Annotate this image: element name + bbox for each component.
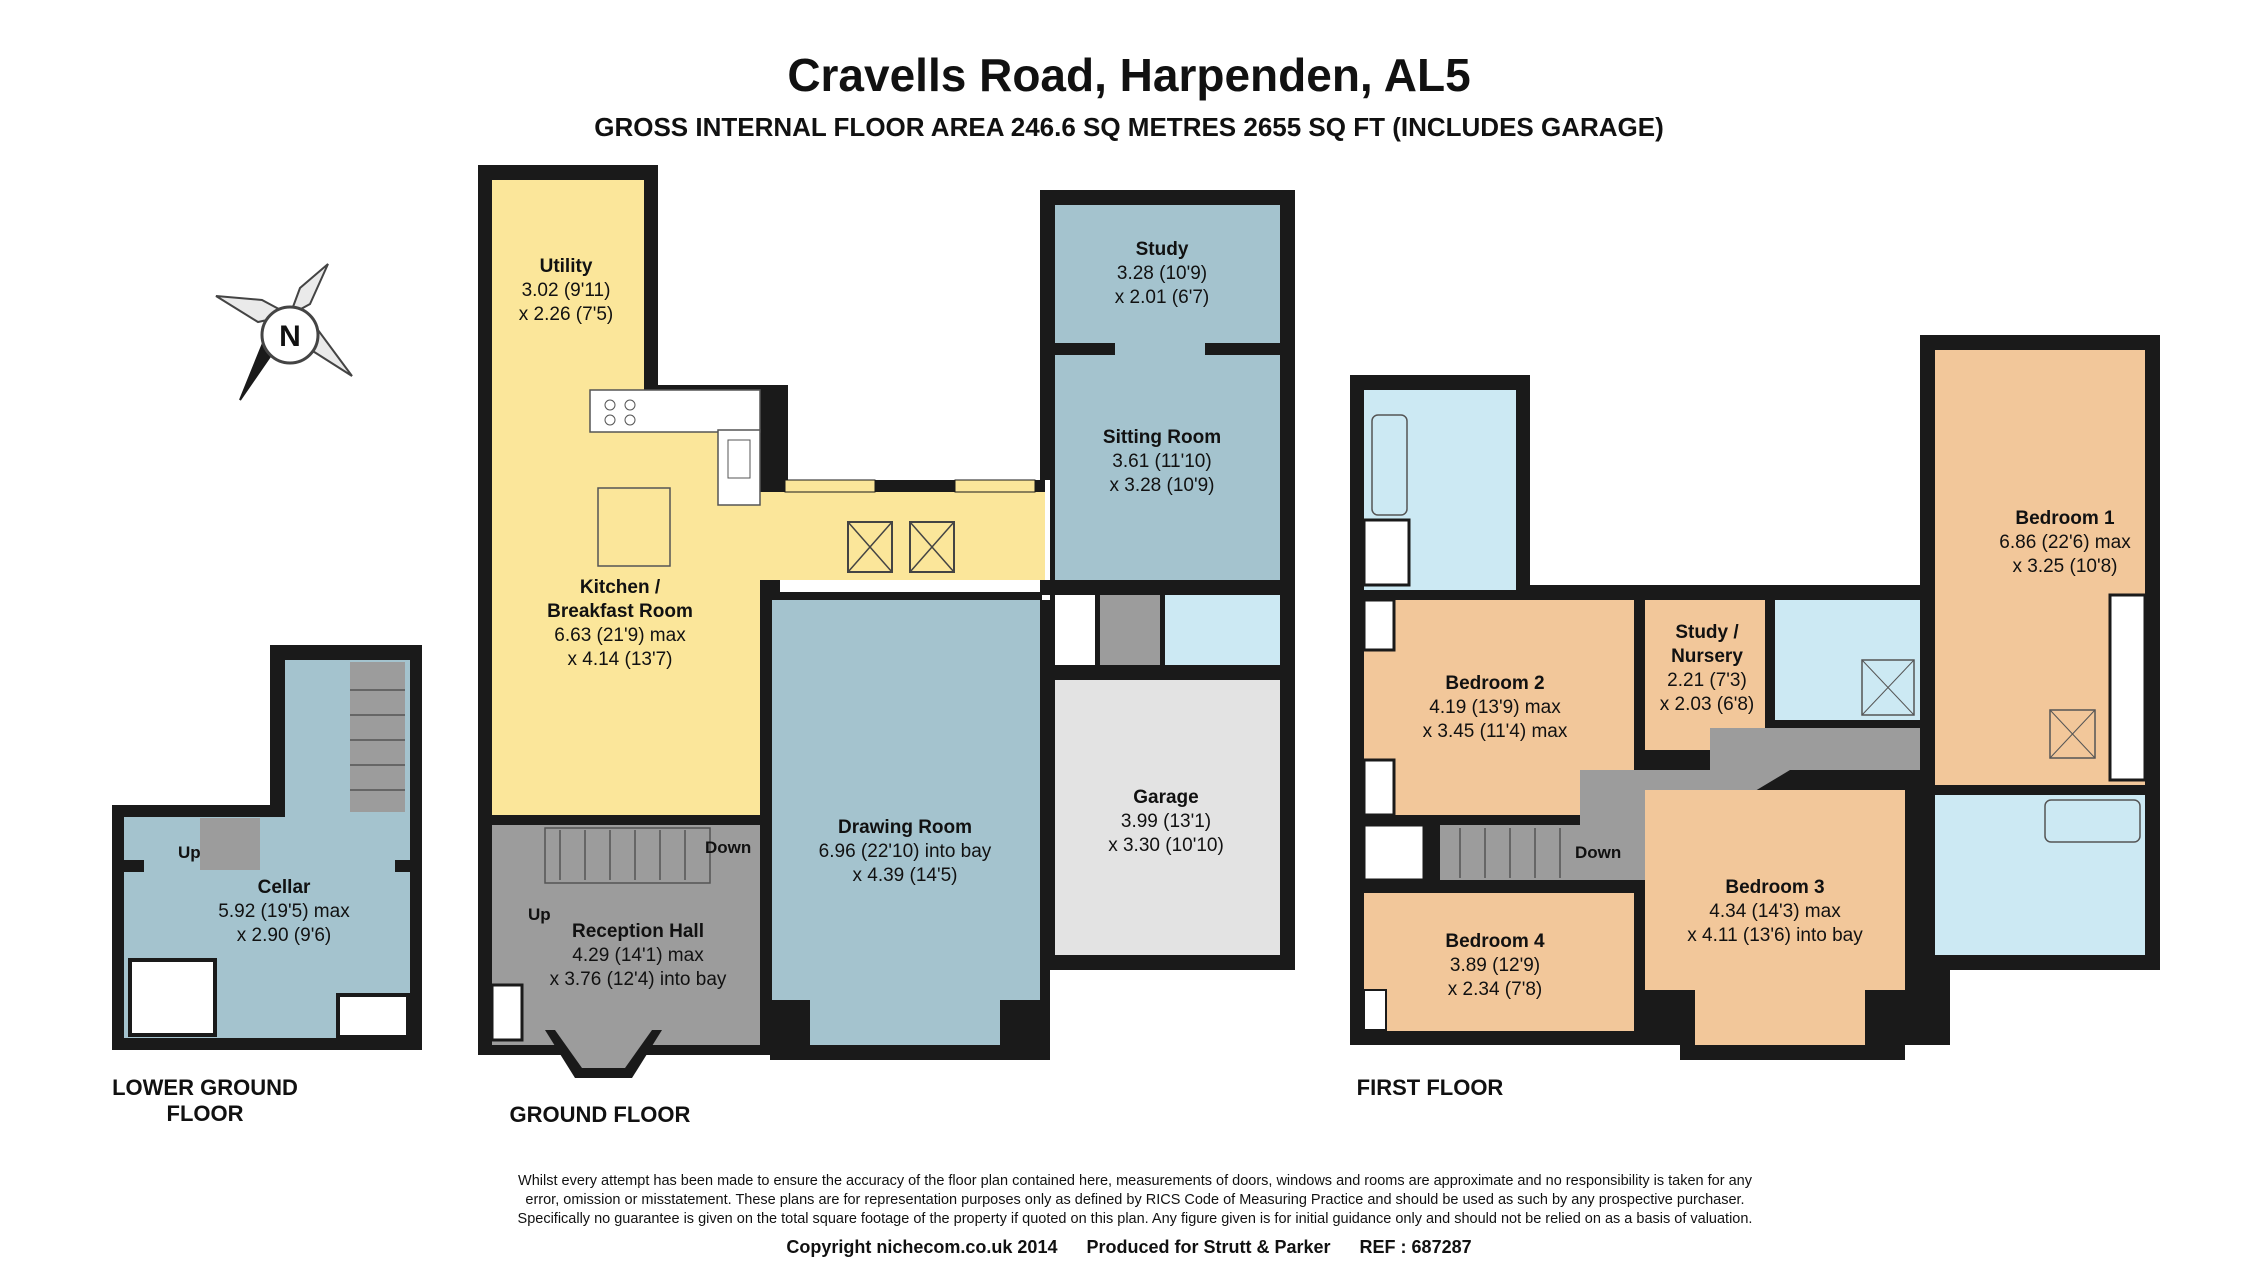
- study-nursery-dim1: 2.21 (7'3): [1667, 670, 1747, 691]
- disclaimer-line-3: Specifically no guarantee is given on the total square footage of the property if quoted on this plan. Any figure given is for initial guidance only and should not be relied on as a basis of valuation.: [517, 1211, 1753, 1227]
- utility-dim1: 3.02 (9'11): [521, 280, 611, 301]
- page-title: Cravells Road, Harpenden, AL5: [787, 49, 1471, 101]
- bedroom3-dim2: x 4.11 (13'6) into bay: [1687, 925, 1863, 946]
- ground-stairs-down: Down: [705, 838, 752, 857]
- cellar-stairs-up: Up: [178, 843, 201, 862]
- produced-for: Produced for Strutt & Parker: [1086, 1237, 1331, 1257]
- study-nursery-name-2: Nursery: [1671, 646, 1743, 667]
- first-floor-label: FIRST FLOOR: [1356, 1075, 1504, 1100]
- garage-name: Garage: [1133, 787, 1199, 808]
- bedroom4-name: Bedroom 4: [1445, 931, 1545, 952]
- bedroom2-name: Bedroom 2: [1445, 673, 1545, 694]
- bedroom4-dim2: x 2.34 (7'8): [1447, 979, 1543, 1000]
- ground-stairs-up: Up: [528, 905, 551, 924]
- cellar-dim1: 5.92 (19'5) max: [218, 901, 350, 922]
- study-nursery-dim2: x 2.03 (6'8): [1659, 694, 1755, 715]
- cellar-name: Cellar: [257, 877, 311, 898]
- first-stairs-down: Down: [1575, 843, 1622, 862]
- disclaimer-line-1: Whilst every attempt has been made to ensure the accuracy of the floor plan contained here, measurements of doors, windows and rooms are approximate and no responsibility is taken for any: [518, 1173, 1752, 1189]
- floor-area-subtitle: GROSS INTERNAL FLOOR AREA 246.6 SQ METRES 2655 SQ FT (INCLUDES GARAGE): [594, 112, 1664, 142]
- disclaimer-line-2: error, omission or misstatement. These plans are for representation purposes only as defined by RICS Code of Measuring Practice and should be used as such by any prospective purchaser.: [525, 1192, 1745, 1208]
- drawing-room-dim1: 6.96 (22'10) into bay: [818, 841, 992, 862]
- bedroom3-name: Bedroom 3: [1725, 877, 1825, 898]
- sitting-room-dim1: 3.61 (11'10): [1112, 451, 1212, 472]
- reception-hall-dim1: 4.29 (14'1) max: [572, 945, 704, 966]
- study-dim2: x 2.01 (6'7): [1114, 287, 1210, 308]
- lower-ground-floor-plan: [112, 645, 422, 1050]
- bedroom4-dim1: 3.89 (12'9): [1449, 955, 1541, 976]
- ground-floor-plan: [478, 165, 1295, 1078]
- copyright: Copyright nichecom.co.uk 2014: [786, 1237, 1058, 1257]
- study-dim1: 3.28 (10'9): [1116, 263, 1208, 284]
- ground-floor-label: GROUND FLOOR: [509, 1102, 691, 1127]
- bedroom2-dim1: 4.19 (13'9) max: [1429, 697, 1561, 718]
- bedroom3-dim1: 4.34 (14'3) max: [1709, 901, 1841, 922]
- garage-dim2: x 3.30 (10'10): [1108, 835, 1224, 856]
- bedroom1-dim1: 6.86 (22'6) max: [1999, 532, 2131, 553]
- reception-hall-dim2: x 3.76 (12'4) into bay: [549, 969, 727, 990]
- sitting-room-name: Sitting Room: [1102, 427, 1222, 448]
- kitchen-name-1: Kitchen /: [579, 577, 661, 598]
- kitchen-name-2: Breakfast Room: [547, 601, 693, 622]
- copyright-line: [0, 1237, 2258, 1258]
- compass-letter: N: [279, 320, 301, 353]
- reference: REF : 687287: [1359, 1237, 1472, 1257]
- bedroom2-dim2: x 3.45 (11'4) max: [1422, 721, 1568, 742]
- study-name: Study: [1135, 239, 1189, 260]
- cellar-dim2: x 2.90 (9'6): [236, 925, 332, 946]
- utility-name: Utility: [539, 256, 593, 277]
- disclaimer: [440, 1172, 1830, 1229]
- kitchen-dim1: 6.63 (21'9) max: [554, 625, 686, 646]
- drawing-room-name: Drawing Room: [837, 817, 973, 838]
- sitting-room-dim2: x 3.28 (10'9): [1109, 475, 1215, 496]
- drawing-room-dim2: x 4.39 (14'5): [852, 865, 958, 886]
- study-nursery-name-1: Study /: [1675, 622, 1739, 643]
- reception-hall-name: Reception Hall: [572, 921, 704, 942]
- bedroom1-name: Bedroom 1: [2015, 508, 2115, 529]
- bedroom1-dim2: x 3.25 (10'8): [2012, 556, 2118, 577]
- kitchen-dim2: x 4.14 (13'7): [567, 649, 673, 670]
- first-floor-plan: [1350, 335, 2160, 1060]
- compass-north-icon: [216, 264, 352, 400]
- lower-ground-floor-label: LOWER GROUND FLOOR: [112, 1075, 298, 1126]
- utility-dim2: x 2.26 (7'5): [518, 304, 614, 325]
- garage-dim1: 3.99 (13'1): [1120, 811, 1212, 832]
